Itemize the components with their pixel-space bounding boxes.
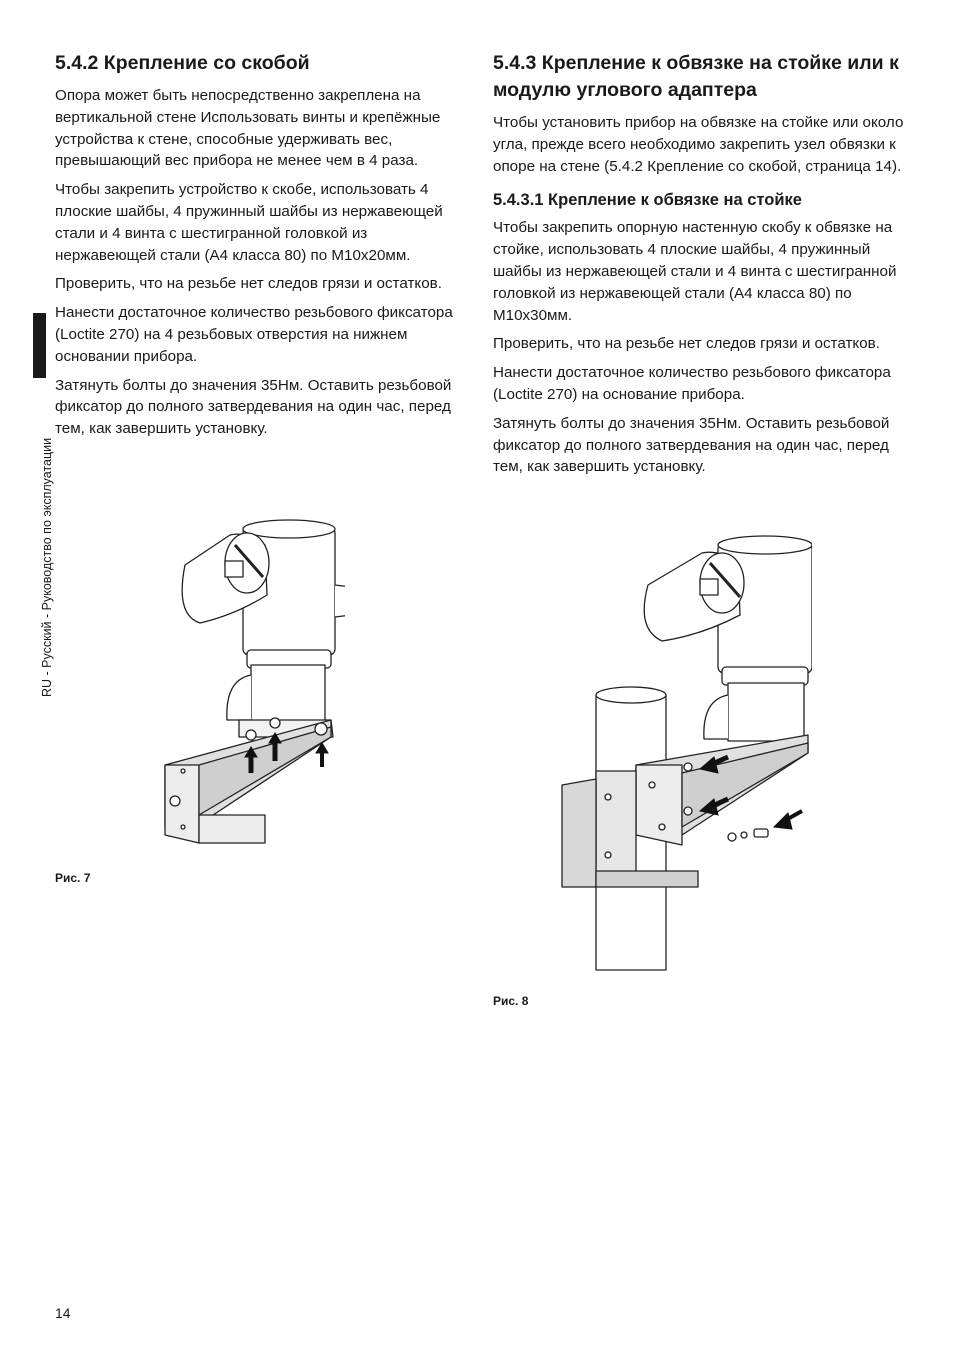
left-column: [55, 50, 467, 447]
paragraph: Нанести достаточное количество резьбового фиксатора (Loctite 270) на основание прибора.: [493, 364, 891, 403]
paragraph: Затянуть болты до значения 35Нм. Оставить резьбовой фиксатор до полного затвердевания на один час, перед тем, как завершить установку.: [493, 414, 890, 476]
pole-mount-illustration: [552, 535, 812, 975]
paragraph: Чтобы закрепить устройство к скобе, использовать 4 плоские шайбы, 4 пружинный шайбы из нержавеющей стали и 4 винта с шестигранной головкой из нержавеющей стали (A4 класса 80) по M10x20мм.: [55, 181, 443, 264]
figure-8-pole-mount: [552, 535, 812, 975]
section-heading-5-4-2: 5.4.2 Крепление со скобой: [55, 52, 310, 74]
sidebar-marker: [33, 313, 46, 378]
paragraph: Проверить, что на резьбе нет следов грязи и остатков.: [55, 275, 442, 293]
figure-7-wall-bracket: [155, 515, 345, 850]
paragraph: Затянуть болты до значения 35Нм. Оставить резьбовой фиксатор до полного затвердевания на один час, перед тем, как завершить установку.: [55, 376, 452, 438]
paragraph: Чтобы установить прибор на обвязке на стойке или около угла, прежде всего необходимо закрепить узел обвязки к опоре на стене (5.4.2 Крепление со скобой, страница 14).: [493, 114, 904, 175]
paragraph: Чтобы закрепить опорную настенную скобу к обвязке на стойке, использовать 4 плоские шайбы, 4 пружинный шайбы из нержавеющей стали и 4 винта с шестигранной головкой из нержавеющей стали (A4 класса 80) по M10x30мм.: [493, 219, 897, 324]
subsection-heading-5-4-3-1: 5.4.3.1 Крепление к обвязке на стойке: [493, 191, 802, 210]
figure-8-caption: Рис. 8: [493, 994, 529, 1008]
page-number: 14: [55, 1305, 71, 1321]
paragraph: Нанести достаточное количество резьбового фиксатора (Loctite 270) на 4 резьбовых отверстия на нижнем основании прибора.: [55, 304, 453, 365]
paragraph: Опора может быть непосредственно закреплена на вертикальной стене Использовать винты и крепёжные устройства к стене, способные удерживать вес, превышающий вес прибора не менее чем в 4 раза.: [55, 87, 441, 170]
wall-bracket-illustration: [155, 515, 345, 850]
sidebar-label: RU - Русский - Руководство по эксплуатации: [40, 437, 54, 697]
paragraph: Проверить, что на резьбе нет следов грязи и остатков.: [493, 335, 880, 353]
right-column: [493, 50, 905, 485]
figure-7-caption: Рис. 7: [55, 871, 91, 885]
section-heading-5-4-3: 5.4.3 Крепление к обвязке на стойке или к модулю углового адаптера: [493, 52, 899, 101]
